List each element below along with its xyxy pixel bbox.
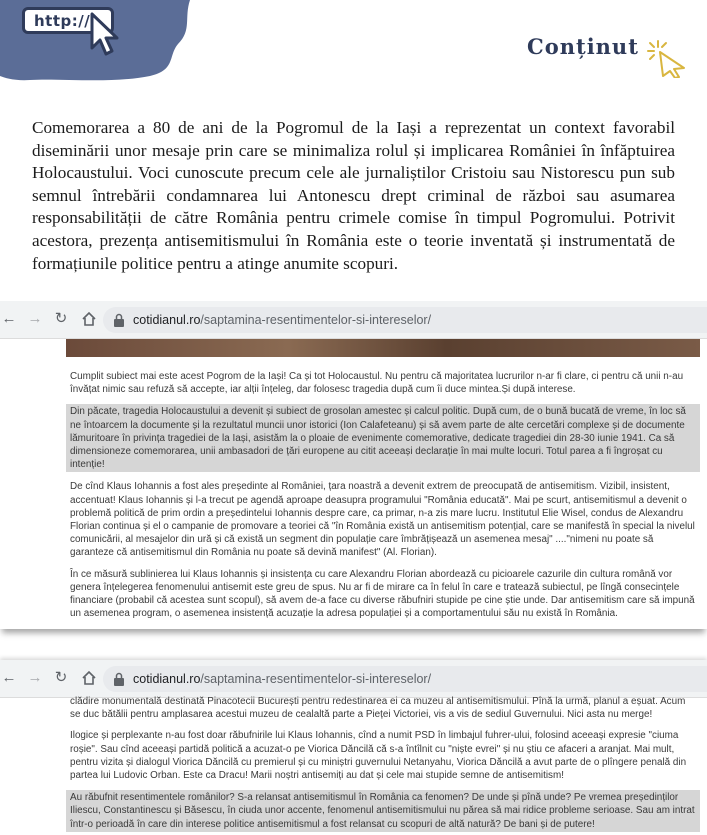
address-bar[interactable]	[103, 666, 707, 692]
home-icon[interactable]	[80, 310, 98, 328]
article-paragraph: De cînd Klaus Iohannis a fost ales președinte al României, țara noastră a devenit extrem de preocupată de antisemitism. Vizibil, insistent, accentuat! Klaus Iohannis și l-a trecut pe agendă aproape deasupra programului "România educată". Mai pe scurt, antisemitismul a devenit o problemă politică de prim ordin a președintelui Iohannis despre care, ca primar, n-a zis mare lucru. Institutul Elie Wisel, condus de Alexandru Florian continua și el o campanie de promovare a teoriei că "în România există un antisemitism potențial, care se manifestă în special la nivelul comunicării, al mesajelor din ură și că există un segment din populație care îmbrățișează un asemenea mesaj" ...."nimeni nu poate să garanteze că antisemitismul din România nu poate să devină manifest" (Al. Florian).	[70, 481, 695, 559]
highlighted-paragraph: Au răbufnit resentimentele românilor? S-a relansat antisemitismul în România ca fenomen? De unde și pînă unde? Pe vremea președinților Iliescu, Constantinescu și Băsescu, în ciuda unor accente, fenomenul antisemitismului nu părea să mai ridice probleme serioase. Sau am intrat într-o perioadă în care din interese politice antisemitismul a fost relansat cu scopuri de altă natură? De bani și de putere!	[66, 790, 700, 832]
article-content	[66, 698, 700, 835]
browser-toolbar	[0, 301, 707, 339]
article-paragraph: Cumplit subiect mai este acest Pogrom de la Iași! Ca și tot Holocaustul. Nu pentru că majoritatea lucrurilor n-ar fi clare, ci pentru că unii n-au învățat nimic sau refuză să accepte, iar alții înțeleg, dar folosesc tragedia după cum îi duce mintea.Și după interese.	[70, 371, 684, 396]
http-badge-text: http://	[34, 11, 91, 30]
article-paragraph: clădire monumentală destinată Pinacotecii București pentru redestinarea ei ca muzeu al antisemitismului. Pînă la urmă, planul a eșuat. Acum se duc bătălii pentru amplasarea acestui muzeu de cealaltă parte a Pieței Victoriei, vis a vis de sediul Guvernului. Nici asta nu merge!	[70, 696, 686, 721]
cursor-icon	[88, 12, 124, 60]
url-domain: cotidianul.ro	[133, 313, 201, 327]
reload-icon[interactable]: ↻	[54, 310, 68, 327]
browser-screenshot-1	[0, 301, 707, 629]
highlighted-paragraph: Din păcate, tragedia Holocaustului a devenit și subiect de grosolan amestec și calcul politic. După cum, de o bună bucată de vreme, în loc să ne întoarcem la documente și la rezultatul muncii unor istorici (Ion Calafeteanu) și să avem parte de alte cercetări complexe și de documente lămuritoare în privința tragediei de la Iași, asistăm la o ploaie de evenimente comemorative, dedicate tragediei din 28-30 iunie 1941. Ca să dimensioneze comemorarea, unii ambasadori de țări europene au citit aceeași declarație în mai multe locuri. Totul parea a fi îngroșat cu intenție!	[66, 404, 700, 472]
pointer-click-icon	[644, 38, 692, 78]
browser-screenshot-2	[0, 660, 707, 835]
forward-arrow-icon[interactable]: →	[27, 669, 43, 686]
url-path: /saptamina-resentimentelor-si-intereselor/	[200, 313, 432, 327]
url-text	[133, 313, 431, 327]
url-text	[133, 672, 431, 686]
lock-icon	[113, 313, 125, 327]
browser-toolbar	[0, 660, 707, 698]
article-paragraph: În ce măsură sublinierea lui Klaus Iohannis și insistența cu care Alexandru Florian abordează cu picioarele cazurile din cultura română vor genera înțelegerea fenomenului antisemit este greu de spus. Nu ar fi de mirare ca în felul în care e tratează subiectul, pe lîngă consecințele financiare (probabil că acestea sunt scopul), să avem de-a face cu diverse răbufniri stupide pe cine știe unde. Dar antisemitism care să impună un asemenea program, o asemenea insistență acuzație la adresa populației și a comportamentului său nu există în România.	[70, 568, 695, 620]
url-path: /saptamina-resentimentelor-si-intereselor/	[200, 672, 432, 686]
address-bar[interactable]	[103, 307, 707, 333]
home-icon[interactable]	[80, 669, 98, 687]
page-header	[0, 0, 707, 110]
back-arrow-icon[interactable]: ←	[1, 669, 17, 686]
article-hero-image	[66, 339, 700, 357]
forward-arrow-icon[interactable]: →	[27, 310, 43, 327]
lock-icon	[113, 672, 125, 686]
url-domain: cotidianul.ro	[133, 672, 201, 686]
intro-paragraph: Comemorarea a 80 de ani de la Pogromul de la Iași a reprezentat un context favorabil diseminării unor mesaje prin care se minimaliza rolul și implicarea României în înfăptuirea Holocaustului. Voci cunoscute precum cele ale jurnaliștilor Cristoiu sau Nistorescu pun sub semnul întrebării condamnarea lui Antonescu drept criminal de război sau asumarea responsabilității de către România pentru crimele comise în timpul Pogromului. Potrivit acestora, prezența antisemitismului în România este o teorie inventată și instrumentată de formațiunile politice pentru a atinge anumite scopuri.	[32, 118, 675, 273]
reload-icon[interactable]: ↻	[54, 669, 68, 686]
back-arrow-icon[interactable]: ←	[1, 310, 17, 327]
article-content	[66, 339, 700, 628]
article-paragraph: Ilogice și perplexante n-au fost doar răbufnirile lui Klaus Iohannis, cînd a numit PSD în limbajul fuhrer-ului, folosind aceeași expresie "ciuma roșie". Sau cînd aceeași partidă politică a acuzat-o pe Viorica Dăncilă că s-a întîlnit cu "niște evrei" și nu știu ce afaceri a aranjat. Mai mult, pentru vizita și dialogul Viorica Dăncilă cu premierul și cu miniștri guvernului Netanyahu, Viorica Dăncilă a avut parte de o plîngere penală din partea lui Ludovic Orban. Este ca Dracu! Marii noștri antisemiți au dat și cele mai stupide semne de antisemitism!	[70, 730, 687, 782]
section-title: Conținut	[527, 34, 639, 59]
